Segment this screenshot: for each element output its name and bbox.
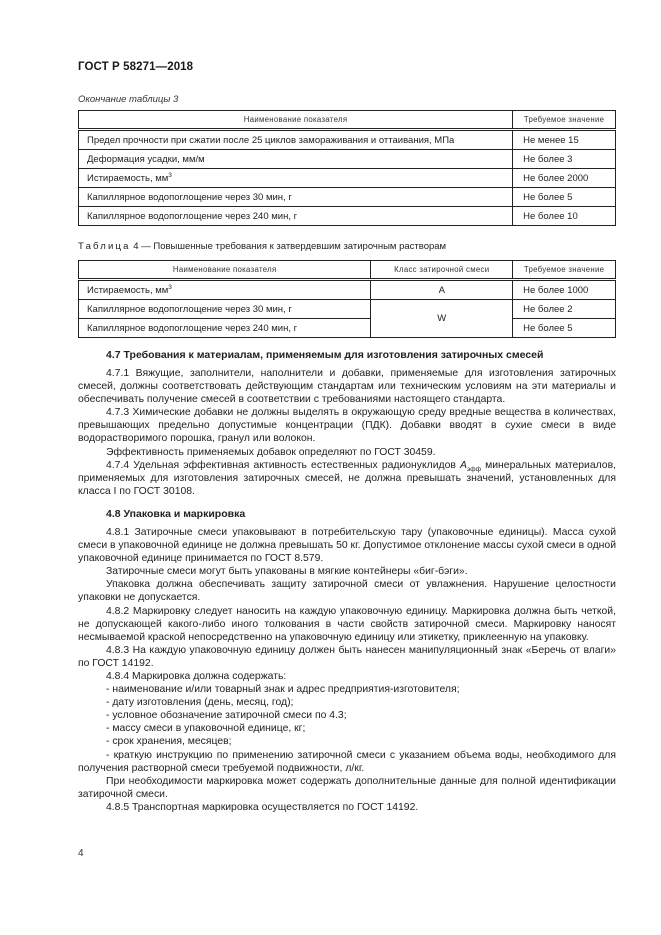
paragraph-4-8-3: 4.8.3 На каждую упаковочную единицу должен быть нанесен манипуляционный знак «Беречь от влаги» по ГОСТ 14192. <box>78 644 616 669</box>
value-cell: Не более 5 <box>513 188 616 207</box>
indicator-cell: Капиллярное водопоглощение через 240 мин, г <box>79 207 513 226</box>
list-item: - условное обозначение затирочной смеси по 4.3; <box>106 710 347 722</box>
paragraph-big-bags: Затирочные смеси могут быть упакованы в мягкие контейнеры «биг-бэги». <box>106 566 468 578</box>
indicator-text: Истираемость, мм <box>87 284 169 296</box>
paragraph-4-8-1: 4.8.1 Затирочные смеси упаковывают в потребительскую тару (упаковочные единицы). Масса сухой смеси в упаковочной единице не должна превышать 50 кг. Допустимое отклонение массы сухой смеси в одной упаковочной единице принимается по ГОСТ 8.579. <box>78 526 616 565</box>
class-cell: W <box>371 300 513 338</box>
paragraph-4-7-1: 4.7.1 Вяжущие, заполнители, наполнители и добавки, применяемые для изготовления затирочных смесей, должны соответствовать действующим стандартам или техническим условиям на эти материалы и обеспечивать получение смесей в соответствии с требованиями настоящего стандарта. <box>78 368 616 406</box>
page-number: 4 <box>78 848 84 859</box>
value-cell: Не более 3 <box>513 150 616 169</box>
table-row <box>79 319 616 338</box>
table-row <box>79 280 616 300</box>
indicator-cell: Капиллярное водопоглощение через 30 мин, г <box>79 300 371 319</box>
paragraph-4-7-3: 4.7.3 Химические добавки не должны выделять в окружающую среду вредные вещества в количествах, превышающих предельно допустимые концентрации (ПДК). Добавки вводят в сухие смеси в виде водорастворимого порошка, гранул или волокон. <box>78 407 616 445</box>
paragraph-text: минеральных материалов, применяемых для изготовления затирочных смесей, не должна превышать значений, установленных для класса I по ГОСТ 30108. <box>78 459 616 497</box>
caption-text: — Повышенные требования к затвердевшим затирочным растворам <box>141 241 447 252</box>
value-cell: Не более 2 <box>513 300 616 319</box>
caption-prefix: Таблица <box>78 241 131 252</box>
column-header-indicator: Наименование показателя <box>79 111 513 130</box>
table-row <box>79 150 616 169</box>
indicator-cell: Капиллярное водопоглощение через 30 мин, г <box>79 188 513 207</box>
paragraph-4-8-5: 4.8.5 Транспортная маркировка осуществляется по ГОСТ 14192. <box>106 801 419 813</box>
table-header-row <box>79 111 616 130</box>
caption-number: 4 <box>133 241 139 252</box>
column-header-indicator: Наименование показателя <box>79 261 371 280</box>
value-cell: Не менее 15 <box>513 130 616 150</box>
list-item: - наименование и/или товарный знак и адрес предприятия-изготовителя; <box>106 684 460 696</box>
indicator-cell <box>79 280 371 300</box>
indicator-cell <box>79 169 513 188</box>
superscript: 3 <box>168 283 172 291</box>
document-body <box>78 348 616 814</box>
paragraph-text: 4.7.4 Удельная эффективная активность естественных радионуклидов <box>106 459 461 471</box>
paragraph-4-8-4: 4.8.4 Маркировка должна содержать: <box>106 670 287 682</box>
value-cell: Не более 1000 <box>513 280 616 300</box>
table-row <box>79 188 616 207</box>
class-cell: A <box>371 280 513 300</box>
document-id-header: ГОСТ Р 58271—2018 <box>78 61 194 73</box>
table-row <box>79 207 616 226</box>
value-cell: Не более 10 <box>513 207 616 226</box>
table-4 <box>78 260 616 338</box>
table-header-row <box>79 261 616 280</box>
superscript: 3 <box>168 171 172 179</box>
indicator-cell: Деформация усадки, мм/м <box>79 150 513 169</box>
column-header-required-value: Требуемое значение <box>513 261 616 280</box>
table-row <box>79 169 616 188</box>
paragraph-efficiency: Эффективность применяемых добавок определяют по ГОСТ 30459. <box>106 446 436 458</box>
indicator-text: Истираемость, мм <box>87 172 169 184</box>
list-item: - массу смеси в упаковочной единице, кг; <box>106 723 306 735</box>
section-heading-4-7: 4.7 Требования к материалам, применяемым для изготовления затирочных смесей <box>106 349 544 361</box>
subscript-eff: эфф <box>466 465 481 473</box>
paragraph-additional: При необходимости маркировка может содержать дополнительные данные для полной идентификации затирочной смеси. <box>78 775 616 800</box>
list-item: - дату изготовления (день, месяц, год); <box>106 697 294 709</box>
indicator-cell: Предел прочности при сжатии после 25 циклов замораживания и оттаивания, МПа <box>79 130 513 150</box>
column-header-required-value: Требуемое значение <box>513 111 616 130</box>
table-row <box>79 130 616 150</box>
value-cell: Не более 5 <box>513 319 616 338</box>
table-4-caption <box>78 241 446 252</box>
value-cell: Не более 2000 <box>513 169 616 188</box>
table-3 <box>78 110 616 226</box>
table-3-continuation-label: Окончание таблицы 3 <box>78 94 179 105</box>
indicator-cell: Капиллярное водопоглощение через 240 мин, г <box>79 319 371 338</box>
section-heading-4-8: 4.8 Упаковка и маркировка <box>106 507 246 520</box>
list-item: - срок хранения, месяцев; <box>106 736 232 748</box>
column-header-mix-class: Класс затирочной смеси <box>371 261 513 280</box>
list-item: - краткую инструкцию по применению затирочной смеси с указанием объема воды, необходимого для получения растворной смеси требуемой подвижности, л/кг. <box>78 749 616 774</box>
paragraph-protection: Упаковка должна обеспечивать защиту затирочной смеси от увлажнения. Нарушение целостности упаковки не допускается. <box>78 579 616 604</box>
paragraph-4-7-4 <box>78 459 616 498</box>
table-row <box>79 300 616 319</box>
paragraph-4-8-2: 4.8.2 Маркировку следует наносить на каждую упаковочную единицу. Маркировка должна быть четкой, не допускающей какого-либо иного толкования в части свойств затирочной смеси. Маркировку наносят несмываемой краской непосредственно на упаковочную единицу или этикетку, приклеенную на упаковку. <box>78 605 616 643</box>
symbol-a-eff: A <box>460 459 467 471</box>
